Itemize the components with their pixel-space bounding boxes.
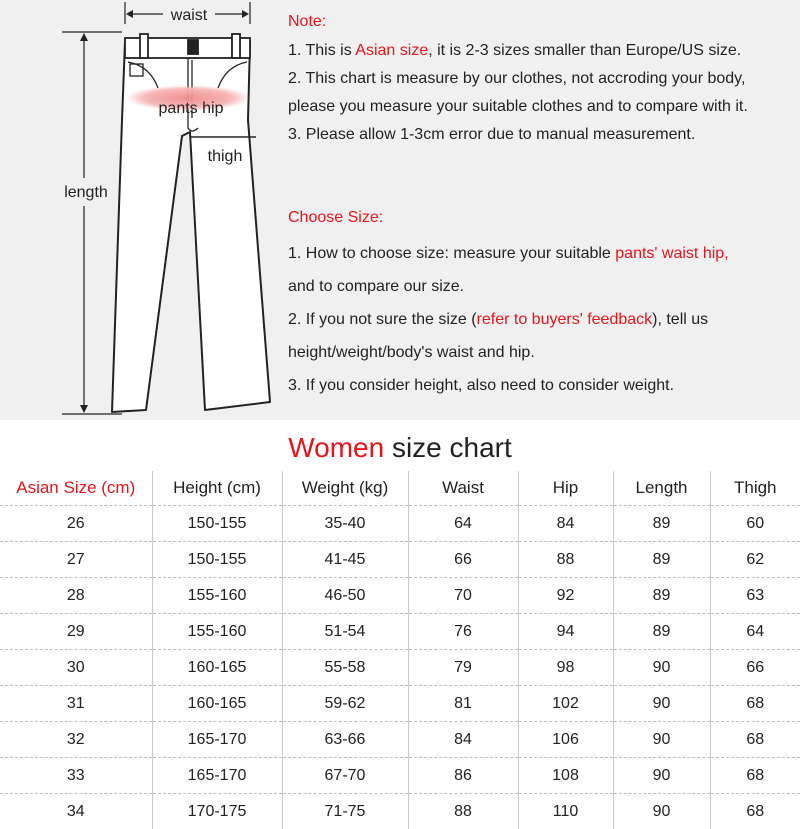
waistband — [125, 34, 250, 58]
table-row — [0, 542, 800, 578]
table-cell: 84 — [518, 506, 613, 542]
table-cell: 90 — [613, 686, 710, 722]
choose-item-1: 1. How to choose size: measure your suitable pants' waist hip, — [288, 237, 798, 270]
table-cell: 110 — [518, 794, 613, 829]
table-cell: 51-54 — [282, 614, 408, 650]
table-cell: 46-50 — [282, 578, 408, 614]
table-cell: 90 — [613, 794, 710, 829]
table-cell: 150-155 — [152, 542, 282, 578]
table-cell: 68 — [710, 686, 800, 722]
table-cell: 35-40 — [282, 506, 408, 542]
table-cell: 160-165 — [152, 650, 282, 686]
table-cell: 33 — [0, 758, 152, 794]
table-cell: 165-170 — [152, 722, 282, 758]
note-heading: Note: — [288, 9, 798, 35]
table-cell: 76 — [408, 614, 518, 650]
size-chart-title — [0, 428, 800, 468]
table-cell: 150-155 — [152, 506, 282, 542]
choose-size-heading: Choose Size: — [288, 205, 798, 231]
size-chart-table — [0, 471, 800, 829]
table-cell: 30 — [0, 650, 152, 686]
choose-item-2-cont: height/weight/body's waist and hip. — [288, 336, 798, 369]
table-cell: 90 — [613, 722, 710, 758]
column-header: Thigh — [710, 471, 800, 506]
table-cell: 66 — [408, 542, 518, 578]
column-header: Asian Size (cm) — [0, 471, 152, 506]
table-cell: 70 — [408, 578, 518, 614]
table-cell: 155-160 — [152, 578, 282, 614]
choose-item-3: 3. If you consider height, also need to consider weight. — [288, 369, 798, 402]
table-cell: 90 — [613, 650, 710, 686]
table-cell: 68 — [710, 794, 800, 829]
table-cell: 81 — [408, 686, 518, 722]
table-cell: 86 — [408, 758, 518, 794]
table-cell: 165-170 — [152, 758, 282, 794]
table-cell: 41-45 — [282, 542, 408, 578]
table-cell: 67-70 — [282, 758, 408, 794]
table-cell: 55-58 — [282, 650, 408, 686]
table-header-row — [0, 471, 800, 506]
table-cell: 98 — [518, 650, 613, 686]
column-header: Weight (kg) — [282, 471, 408, 506]
table-cell: 106 — [518, 722, 613, 758]
length-label: length — [64, 184, 108, 201]
note-item-2-cont: please you measure your suitable clothes and to compare with it. — [288, 93, 798, 121]
table-cell: 28 — [0, 578, 152, 614]
table-cell: 31 — [0, 686, 152, 722]
table-cell: 68 — [710, 722, 800, 758]
table-cell: 64 — [710, 614, 800, 650]
hip-label: pants hip — [159, 100, 224, 117]
note-item-2: 2. This chart is measure by our clothes, not accroding your body, — [288, 65, 798, 93]
table-cell: 89 — [613, 542, 710, 578]
table-cell: 88 — [518, 542, 613, 578]
note-item-1: 1. This is Asian size, it is 2-3 sizes smaller than Europe/US size. — [288, 37, 798, 65]
asian-size-highlight: Asian size — [355, 42, 428, 59]
choose-item-2: 2. If you not sure the size (refer to buyers' feedback), tell us — [288, 303, 798, 336]
column-header: Waist — [408, 471, 518, 506]
table-cell: 68 — [710, 758, 800, 794]
title-rest: size chart — [384, 432, 512, 463]
buyers-feedback-highlight: refer to buyers' feedback — [477, 311, 653, 328]
table-cell: 26 — [0, 506, 152, 542]
thigh-label: thigh — [208, 148, 243, 165]
table-cell: 170-175 — [152, 794, 282, 829]
table-cell: 90 — [613, 758, 710, 794]
title-highlight: Women — [288, 432, 384, 463]
table-cell: 89 — [613, 506, 710, 542]
table-cell: 79 — [408, 650, 518, 686]
table-cell: 32 — [0, 722, 152, 758]
table-cell: 64 — [408, 506, 518, 542]
table-cell: 27 — [0, 542, 152, 578]
table-row — [0, 794, 800, 829]
table-cell: 71-75 — [282, 794, 408, 829]
table-cell: 102 — [518, 686, 613, 722]
table-row — [0, 650, 800, 686]
table-cell: 155-160 — [152, 614, 282, 650]
table-cell: 84 — [408, 722, 518, 758]
table-row — [0, 578, 800, 614]
table-cell: 34 — [0, 794, 152, 829]
table-row — [0, 758, 800, 794]
table-cell: 160-165 — [152, 686, 282, 722]
column-header: Length — [613, 471, 710, 506]
table-cell: 88 — [408, 794, 518, 829]
table-cell: 63-66 — [282, 722, 408, 758]
table-row — [0, 506, 800, 542]
instructions — [288, 9, 798, 402]
table-cell: 108 — [518, 758, 613, 794]
table-cell: 62 — [710, 542, 800, 578]
column-header: Height (cm) — [152, 471, 282, 506]
table-cell: 29 — [0, 614, 152, 650]
waist-label: waist — [170, 7, 208, 24]
table-cell: 89 — [613, 614, 710, 650]
pants-diagram — [0, 0, 280, 420]
choose-item-1-cont: and to compare our size. — [288, 270, 798, 303]
table-body — [0, 506, 800, 829]
note-item-3: 3. Please allow 1-3cm error due to manual measurement. — [288, 121, 798, 149]
table-row — [0, 614, 800, 650]
table-row — [0, 722, 800, 758]
table-cell: 60 — [710, 506, 800, 542]
table-cell: 59-62 — [282, 686, 408, 722]
table-row — [0, 686, 800, 722]
column-header: Hip — [518, 471, 613, 506]
waist-hip-highlight: pants' waist hip, — [615, 245, 728, 262]
table-cell: 63 — [710, 578, 800, 614]
table-cell: 66 — [710, 650, 800, 686]
table-cell: 92 — [518, 578, 613, 614]
table-cell: 89 — [613, 578, 710, 614]
table-cell: 94 — [518, 614, 613, 650]
